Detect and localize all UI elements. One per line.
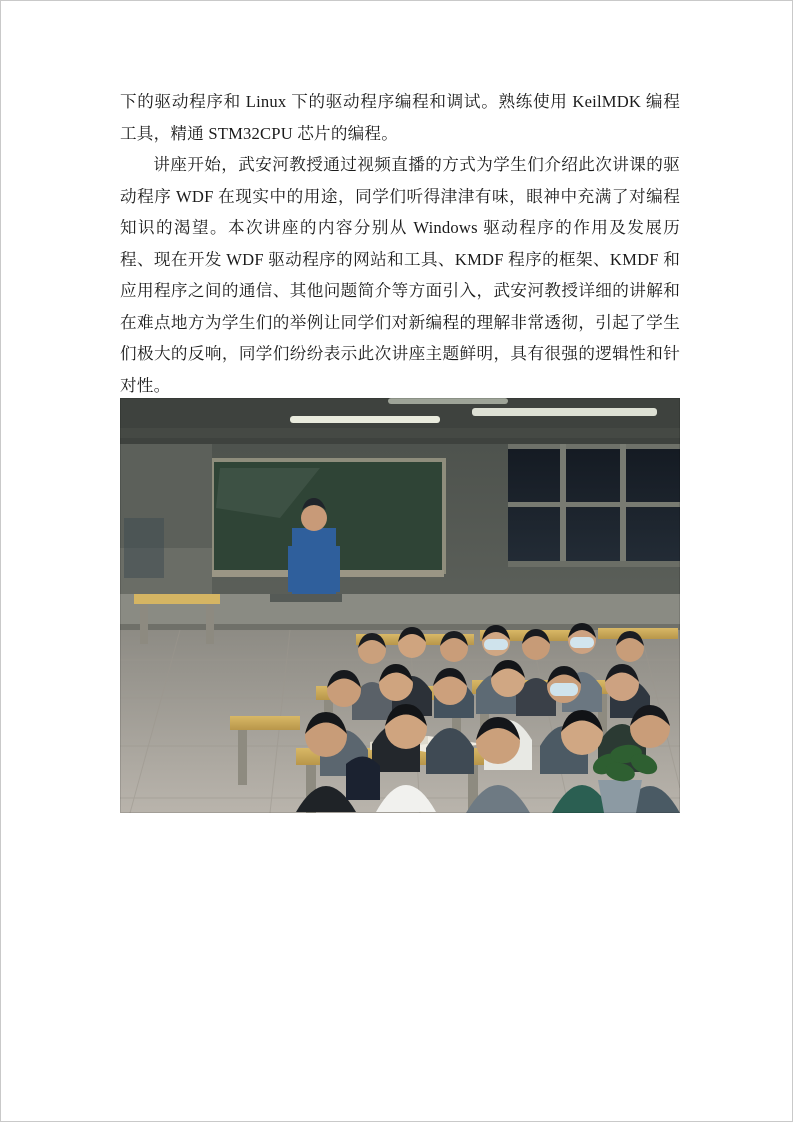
paragraph-1: 下的驱动程序和 Linux 下的驱动程序编程和调试。熟练使用 KeilMDK 编程工具，精通 STM32CPU 芯片的编程。	[120, 92, 680, 143]
document-body	[120, 86, 680, 401]
lecture-photo	[120, 398, 680, 813]
lecture-photo-graphic	[120, 398, 680, 813]
backpack	[346, 756, 380, 800]
paragraph-2: 讲座开始，武安河教授通过视频直播的方式为学生们介绍此次讲课的驱动程序 WDF 在现实中的用途，同学们听得津津有味，眼神中充满了对编程知识的渴望。本次讲座的内容分别从 Windows 驱动程序的作用及发展历程、现在开发 WDF 驱动程序的网站和工具、KMDF 程序的框架、KMDF 和应用程序之间的通信、其他问题简介等方面引入，武安河教授详细的讲解和在难点地方为学生们的举例让同学们对新编程的理解非常透彻，引起了学生们极大的反响，同学们纷纷表示此次讲座主题鲜明，具有很强的逻辑性和针对性。	[120, 155, 680, 395]
